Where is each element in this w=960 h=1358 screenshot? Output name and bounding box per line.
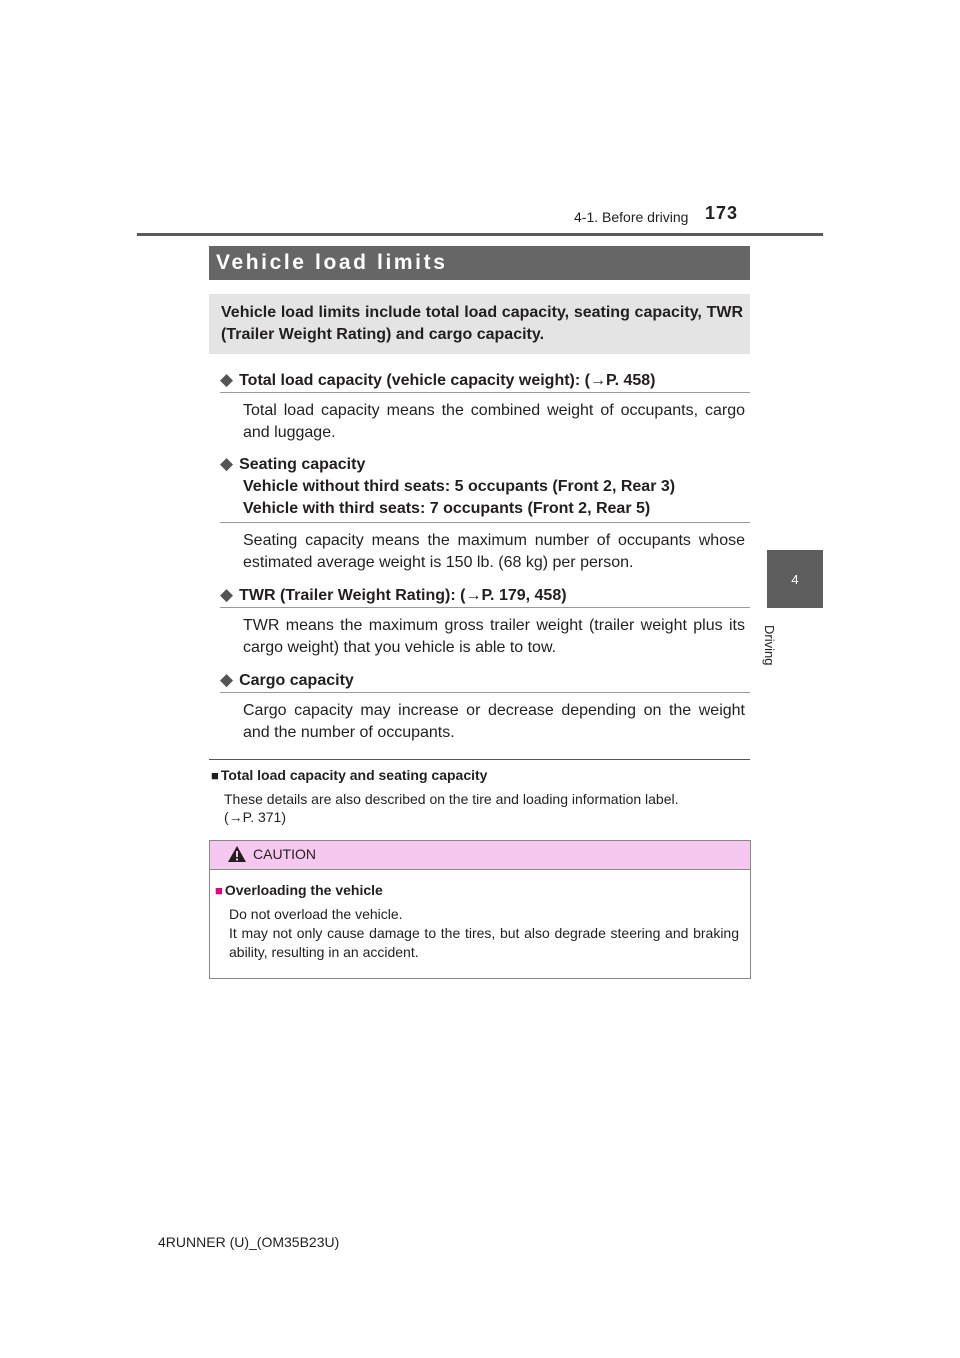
footer-model-code: 4RUNNER (U)_(OM35B23U) bbox=[158, 1234, 340, 1250]
note-body bbox=[224, 790, 750, 826]
section-heading-seating bbox=[220, 453, 675, 520]
caution-heading-text: Overloading the vehicle bbox=[224, 882, 383, 898]
note-body-line2: (→P. 371) bbox=[224, 809, 286, 825]
section-heading-twr bbox=[220, 584, 567, 607]
note-heading-text: Total load capacity and seating capacity bbox=[220, 767, 488, 783]
square-bullet-icon: ■ bbox=[215, 883, 223, 898]
note-body-line1: These details are also described on the tire and loading information label. bbox=[224, 791, 679, 807]
section-heading-text: TWR (Trailer Weight Rating): (→P. 179, 458) bbox=[239, 587, 567, 604]
chapter-label bbox=[762, 625, 792, 705]
intro-text: Vehicle load limits include total load capacity, seating capacity, TWR (Trailer Weight Rating) and cargo capacity. bbox=[221, 304, 743, 343]
section-body-seating: Seating capacity means the maximum number of occupants whose estimated average weight is 150 lb. (68 kg) per person. bbox=[243, 532, 745, 571]
section-rule bbox=[220, 607, 750, 608]
section-body-total-load: Total load capacity means the combined weight of occupants, cargo and luggage. bbox=[243, 402, 745, 441]
section-heading-text: Seating capacity bbox=[239, 456, 366, 473]
section-breadcrumb: 4-1. Before driving bbox=[574, 209, 689, 225]
section-heading-total-load bbox=[220, 369, 656, 392]
caution-heading bbox=[215, 882, 383, 898]
header-rule bbox=[137, 233, 823, 236]
notes-divider bbox=[209, 759, 750, 760]
section-heading-line3: Vehicle with third seats: 7 occupants (Front 2, Rear 5) bbox=[243, 500, 651, 517]
square-bullet-icon: ■ bbox=[211, 768, 219, 783]
diamond-bullet-icon: ◆ bbox=[220, 370, 234, 389]
diamond-bullet-icon: ◆ bbox=[220, 454, 234, 473]
section-body-twr: TWR means the maximum gross trailer weight (trailer weight plus its cargo weight) that you vehicle is able to tow. bbox=[243, 617, 745, 656]
section-rule bbox=[220, 692, 750, 693]
caution-label: CAUTION bbox=[253, 846, 316, 862]
section-heading-text: Cargo capacity bbox=[239, 672, 354, 689]
page-title: Vehicle load limits bbox=[216, 251, 448, 274]
caution-body-line1: Do not overload the vehicle. bbox=[229, 906, 403, 922]
caution-body bbox=[229, 905, 739, 962]
chapter-number: 4 bbox=[791, 572, 799, 587]
section-body-cargo: Cargo capacity may increase or decrease depending on the weight and the number of occupants. bbox=[243, 702, 745, 741]
warning-triangle-icon bbox=[227, 845, 247, 863]
section-heading-line2: Vehicle without third seats: 5 occupants (Front 2, Rear 3) bbox=[243, 478, 676, 495]
page-number: 173 bbox=[705, 203, 739, 223]
section-rule bbox=[220, 392, 750, 393]
diamond-bullet-icon: ◆ bbox=[220, 585, 234, 604]
note-heading bbox=[211, 767, 487, 783]
caution-body-line2: It may not only cause damage to the tires, but also degrade steering and braking ability, resulting in an accident. bbox=[229, 925, 739, 960]
section-rule bbox=[220, 522, 750, 523]
diamond-bullet-icon: ◆ bbox=[220, 670, 234, 689]
section-heading-cargo bbox=[220, 669, 354, 692]
section-heading-text: Total load capacity (vehicle capacity weight): (→P. 458) bbox=[239, 372, 656, 389]
chapter-label-text: Driving bbox=[762, 625, 777, 666]
